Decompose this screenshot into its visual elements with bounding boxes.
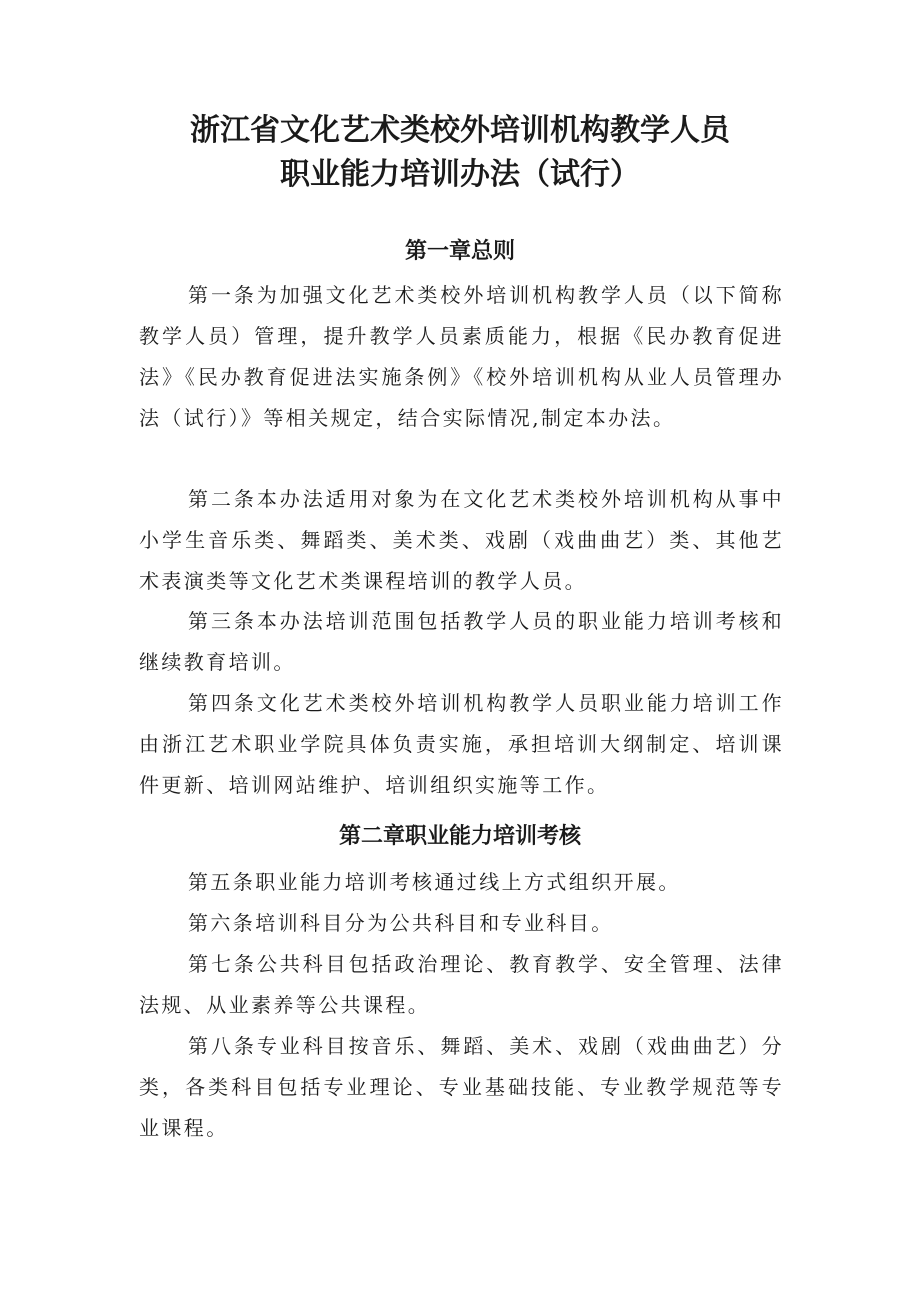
document-title-line-1: 浙江省文化艺术类校外培训机构教学人员 [190,113,730,148]
chapter-2-heading: 第二章职业能力培训考核 [338,824,581,849]
article-1: 第一条为加强文化艺术类校外培训机构教学人员（以下简称教学人员）管理，提升教学人员素质能力，根据《民办教育促进法》《民办教育促进法实施条例》《校外培训机构从业人员管理办法（试行）》等相关规定，结合实际情况,制定本办法。 [139,283,784,430]
article-3: 第三条本办法培训范围包括教学人员的职业能力培训考核和继续教育培训。 [139,609,784,674]
article-2: 第二条本办法适用对象为在文化艺术类校外培训机构从事中小学生音乐类、舞蹈类、美术类、戏剧（戏曲曲艺）类、其他艺术表演类等文化艺术类课程培训的教学人员。 [139,487,784,593]
article-8: 第八条专业科目按音乐、舞蹈、美术、戏剧（戏曲曲艺）分类，各类科目包括专业理论、专业基础技能、专业教学规范等专业课程。 [139,1034,784,1140]
document-title-line-2: 职业能力培训办法（试行） [280,157,640,192]
article-4: 第四条文化艺术类校外培训机构教学人员职业能力培训工作由浙江艺术职业学院具体负责实施，承担培训大纲制定、培训课件更新、培训网站维护、培训组织实施等工作。 [139,691,784,797]
article-5: 第五条职业能力培训考核通过线上方式组织开展。 [188,870,681,894]
chapter-1-heading: 第一章总则 [404,239,515,264]
article-7: 第七条公共科目包括政治理论、教育教学、安全管理、法律法规、从业素养等公共课程。 [139,952,784,1017]
article-6: 第六条培训科目分为公共科目和专业科目。 [188,911,614,935]
